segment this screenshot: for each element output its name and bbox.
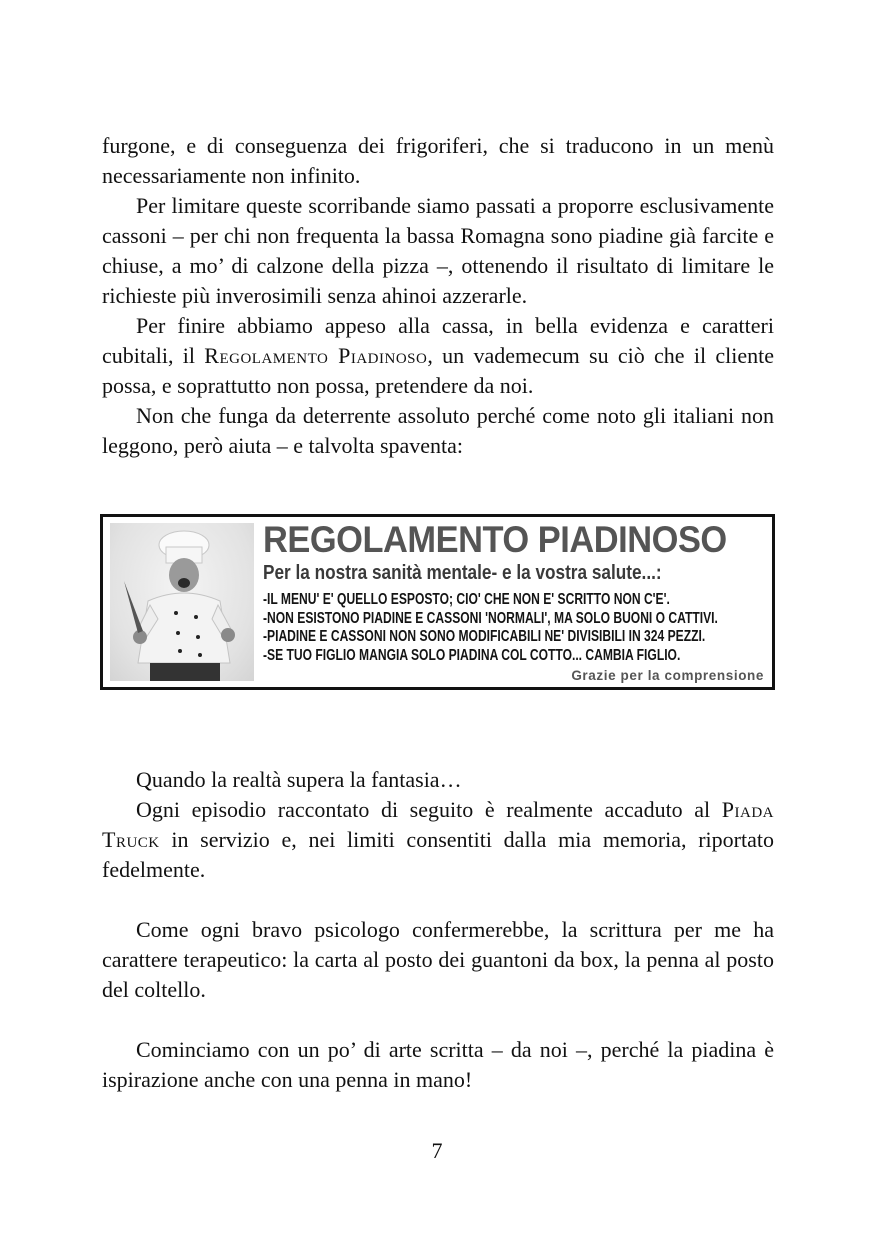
sign-rule: -PIADINE E CASSONI NON SONO MODIFICABILI NE' DIVISIBILI IN 324 PEZZI. [263, 628, 706, 645]
paragraph-6-text: Ogni episodio raccontato di seguito è realmente accaduto al [136, 797, 722, 822]
paragraph-4: Non che funga da deterrente assoluto perché come noto gli italiani non leggono, però aiuta – e talvolta spaventa: [102, 403, 774, 458]
sign-rule: -SE TUO FIGLIO MANGIA SOLO PIADINA COL COTTO... CAMBIA FIGLIO. [263, 646, 681, 664]
paragraph-7: Come ogni bravo psicologo confermerebbe, la scrittura per me ha carattere terapeutico: la carta al posto dei guantoni da box, la penna al posto del coltello. [102, 917, 774, 1002]
page-body-continued [102, 765, 774, 1095]
paragraph-3-text: Per finire abbiamo appeso alla cassa, in bella evidenza e caratteri cubitali, il [102, 313, 774, 368]
paragraph-3 [102, 311, 774, 401]
sign-subtitle: Per la nostra sanità mentale- e la vostra salute...: [263, 562, 662, 584]
sign-rule: -NON ESISTONO PIADINE E CASSONI 'NORMALI', MA SOLO BUONI O CATTIVI. [263, 609, 718, 627]
paragraph-1: furgone, e di conseguenza dei frigoriferi, che si traducono in un menù necessariamente non infinito. [102, 133, 774, 188]
sign-rules [263, 591, 766, 665]
paragraph-2: Per limitare queste scorribande siamo passati a proporre esclusivamente cassoni – per chi non frequenta la bassa Romagna sono piadine già farcite e chiuse, a mo’ di calzone della pizza –, ottenendo il risultato di limitare le richieste più inverosimili senza ahinoi azzerarle. [102, 193, 774, 308]
sign-thanks: Grazie per la comprensione [571, 668, 764, 683]
sign-text-block [263, 519, 766, 683]
chef-photo [110, 523, 254, 681]
page-number: 7 [431, 1138, 443, 1163]
paragraph-6 [102, 795, 774, 885]
sign-title: REGOLAMENTO PIADINOSO [263, 519, 727, 560]
paragraph-gap [102, 1005, 774, 1035]
paragraph-5: Quando la realtà supera la fantasia… [136, 767, 462, 792]
paragraph-6-text-end: in servizio e, nei limiti consentiti dalla mia memoria, riportato fedelmente. [102, 827, 774, 882]
paragraph-8: Cominciamo con un po’ di arte scritta – da noi –, perché la piadina è ispirazione anche con una penna in mano! [102, 1037, 774, 1092]
piada-truck-smallcaps: Piada Truck [102, 797, 774, 852]
page-body [102, 131, 774, 461]
sign-rule: -IL MENU' E' QUELLO ESPOSTO; CIO' CHE NON E' SCRITTO NON C'E'. [263, 591, 670, 608]
paragraph-3-text-end: , un vademecum su ciò che il cliente possa, e soprattutto non possa, pretendere da noi. [102, 343, 774, 398]
angry-chef-icon [110, 523, 254, 681]
paragraph-gap [102, 885, 774, 915]
regolamento-smallcaps: Regolamento Piadinoso [204, 343, 428, 368]
regolamento-figure [100, 514, 775, 690]
